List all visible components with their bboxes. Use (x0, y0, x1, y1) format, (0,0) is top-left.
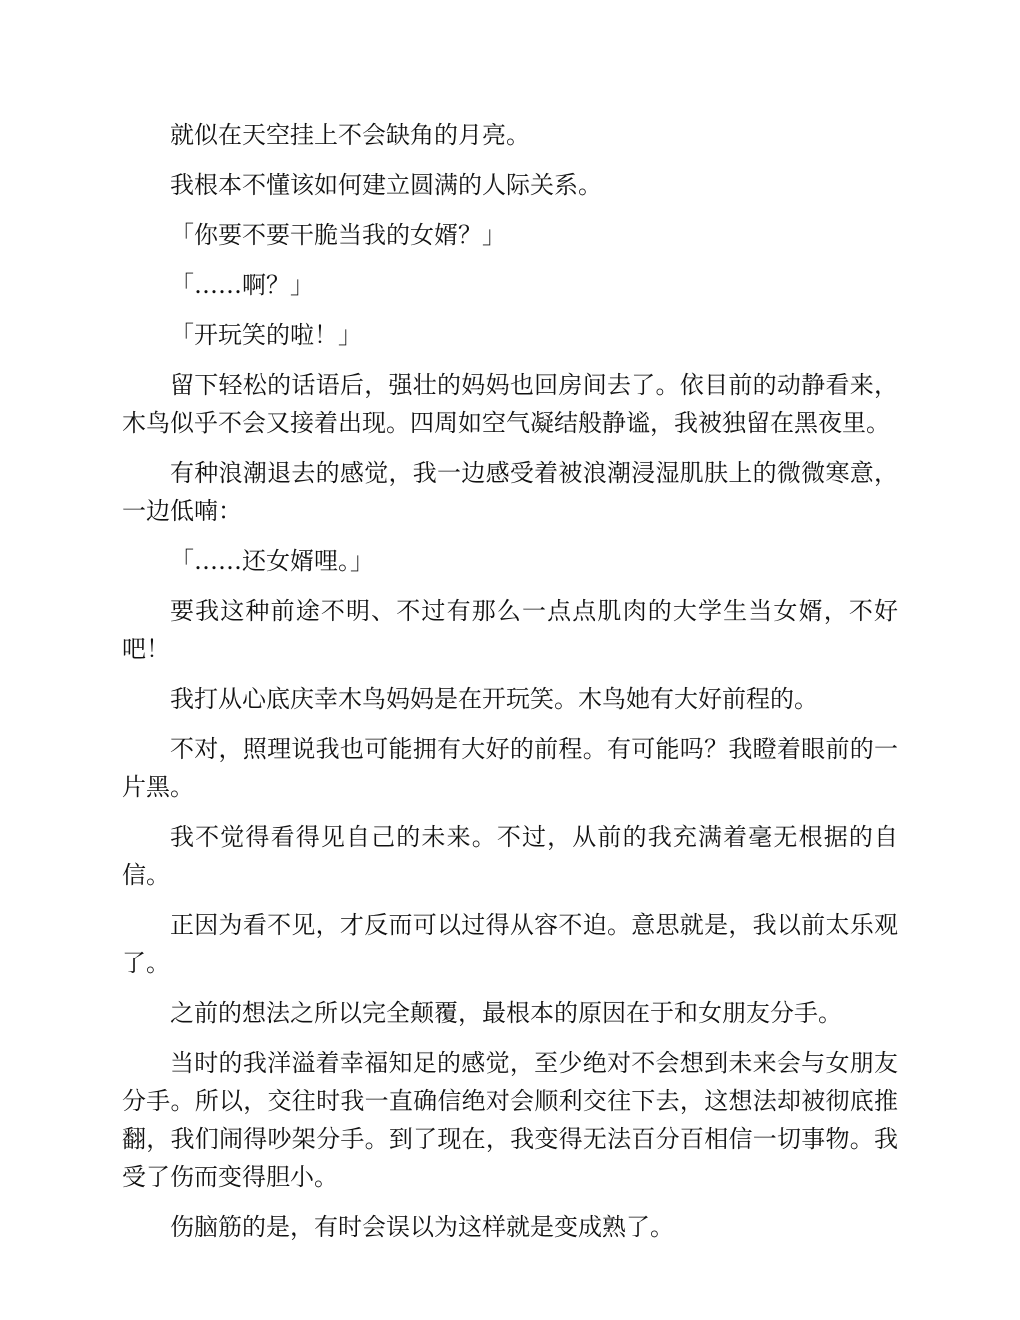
paragraph: 要我这种前途不明、不过有那么一点点肌肉的大学生当女婿，不好吧！ (122, 597, 898, 663)
paragraph: 有种浪潮退去的感觉，我一边感受着被浪潮浸湿肌肤上的微微寒意，一边低喃： (122, 459, 898, 525)
dialogue-line: 「开玩笑的啦！」 (170, 321, 362, 349)
paragraph: 我根本不懂该如何建立圆满的人际关系。 (170, 171, 602, 199)
paragraph: 当时的我洋溢着幸福知足的感觉，至少绝对不会想到未来会与女朋友分手。所以，交往时我一直确信绝对会顺利交往下去，这想法却被彻底推翻，我们闹得吵架分手。到了现在，我变得无法百分百相信一切事物。我受了伤而变得胆小。 (122, 1049, 898, 1191)
dialogue-line: 「……啊？」 (170, 271, 314, 299)
dialogue-line: 「你要不要干脆当我的女婿？」 (170, 221, 506, 249)
paragraph: 我打从心底庆幸木鸟妈妈是在开玩笑。木鸟她有大好前程的。 (170, 685, 818, 713)
paragraph: 我不觉得看得见自己的未来。不过，从前的我充满着毫无根据的自信。 (122, 823, 898, 889)
paragraph: 就似在天空挂上不会缺角的月亮。 (170, 121, 530, 149)
paragraph: 正因为看不见，才反而可以过得从容不迫。意思就是，我以前太乐观了。 (122, 911, 898, 977)
document-page (122, 116, 898, 1258)
paragraph: 伤脑筋的是，有时会误以为这样就是变成熟了。 (170, 1213, 674, 1241)
paragraph: 留下轻松的话语后，强壮的妈妈也回房间去了。依目前的动静看来，木鸟似乎不会又接着出现。四周如空气凝结般静谧，我被独留在黑夜里。 (122, 371, 898, 437)
paragraph: 不对，照理说我也可能拥有大好的前程。有可能吗？我瞪着眼前的一片黑。 (122, 735, 898, 801)
paragraph: 之前的想法之所以完全颠覆，最根本的原因在于和女朋友分手。 (170, 999, 842, 1027)
dialogue-line: 「……还女婿哩。」 (170, 547, 374, 575)
